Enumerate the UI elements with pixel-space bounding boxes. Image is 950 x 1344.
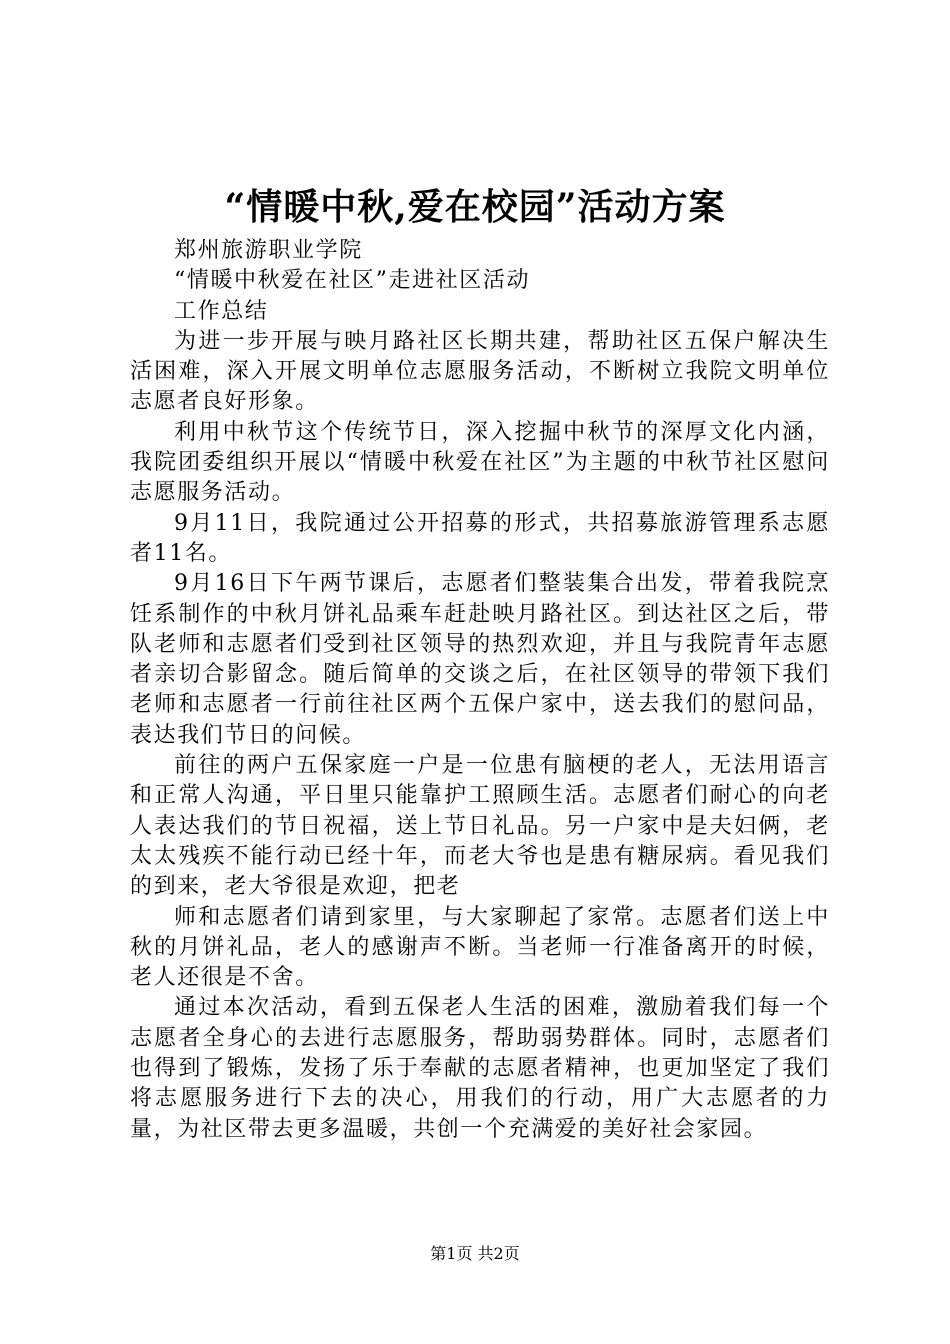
body-paragraph: 通过本次活动，看到五保老人生活的困难，激励着我们每一个志愿者全身心的去进行志愿服务，帮助弱势群体。同时，志愿者们也得到了锻炼，发扬了乐于奉献的志愿者精神，也更加坚定了我们将志愿服务进行下去的决心，用我们的行动，用广大志愿者的力量，为社区带去更多温暖，共创一个充满爱的美好社会家园。 [130, 995, 830, 1142]
body-paragraph: 师和志愿者们请到家里，与大家聊起了家常。志愿者们送上中秋的月饼礼品，老人的感谢声不断。当老师一行准备离开的时候，老人还很是不舍。 [130, 904, 830, 991]
body-paragraph: 为进一步开展与映月路社区长期共建，帮助社区五保户解决生活困难，深入开展文明单位志愿服务活动，不断树立我院文明单位志愿者良好形象。 [130, 328, 830, 415]
body-paragraph: 利用中秋节这个传统节日，深入挖掘中秋节的深厚文化内涵，我院团委组织开展以“情暖中秋爱在社区”为主题的中秋节社区慰问志愿服务活动。 [130, 419, 830, 506]
document-title: “情暖中秋,爱在校园”活动方案 [224, 186, 726, 228]
page-number-footer: 第1页 共2页 [430, 1244, 520, 1263]
body-paragraph: 前往的两户五保家庭一户是一位患有脑梗的老人，无法用语言和正常人沟通，平日里只能靠护工照顾生活。志愿者们耐心的向老人表达我们的节日祝福，送上节日礼品。另一户家中是夫妇俩，老太太残疾不能行动已经十年，而老大爷也是患有糖尿病。看见我们的到来，老大爷很是欢迎，把老 [130, 753, 830, 900]
document-body [130, 236, 830, 1145]
section-heading: 工作总结 [174, 298, 269, 324]
body-paragraph: 9月16日下午两节课后，志愿者们整装集合出发，带着我院烹饪系制作的中秋月饼礼品乘车赶赴映月路社区。到达社区之后，带队老师和志愿者们受到社区领导的热烈欢迎，并且与我院青年志愿者亲切合影留念。随后简单的交谈之后，在社区领导的带领下我们老师和志愿者一行前往社区两个五保户家中，送去我们的慰问品，表达我们节日的问候。 [130, 571, 830, 748]
body-paragraph: 9月11日，我院通过公开招募的形式，共招募旅游管理系志愿者11名。 [130, 510, 830, 566]
school-name: 郑州旅游职业学院 [174, 238, 363, 263]
activity-name: “情暖中秋爱在社区”走进社区活动 [174, 268, 531, 294]
